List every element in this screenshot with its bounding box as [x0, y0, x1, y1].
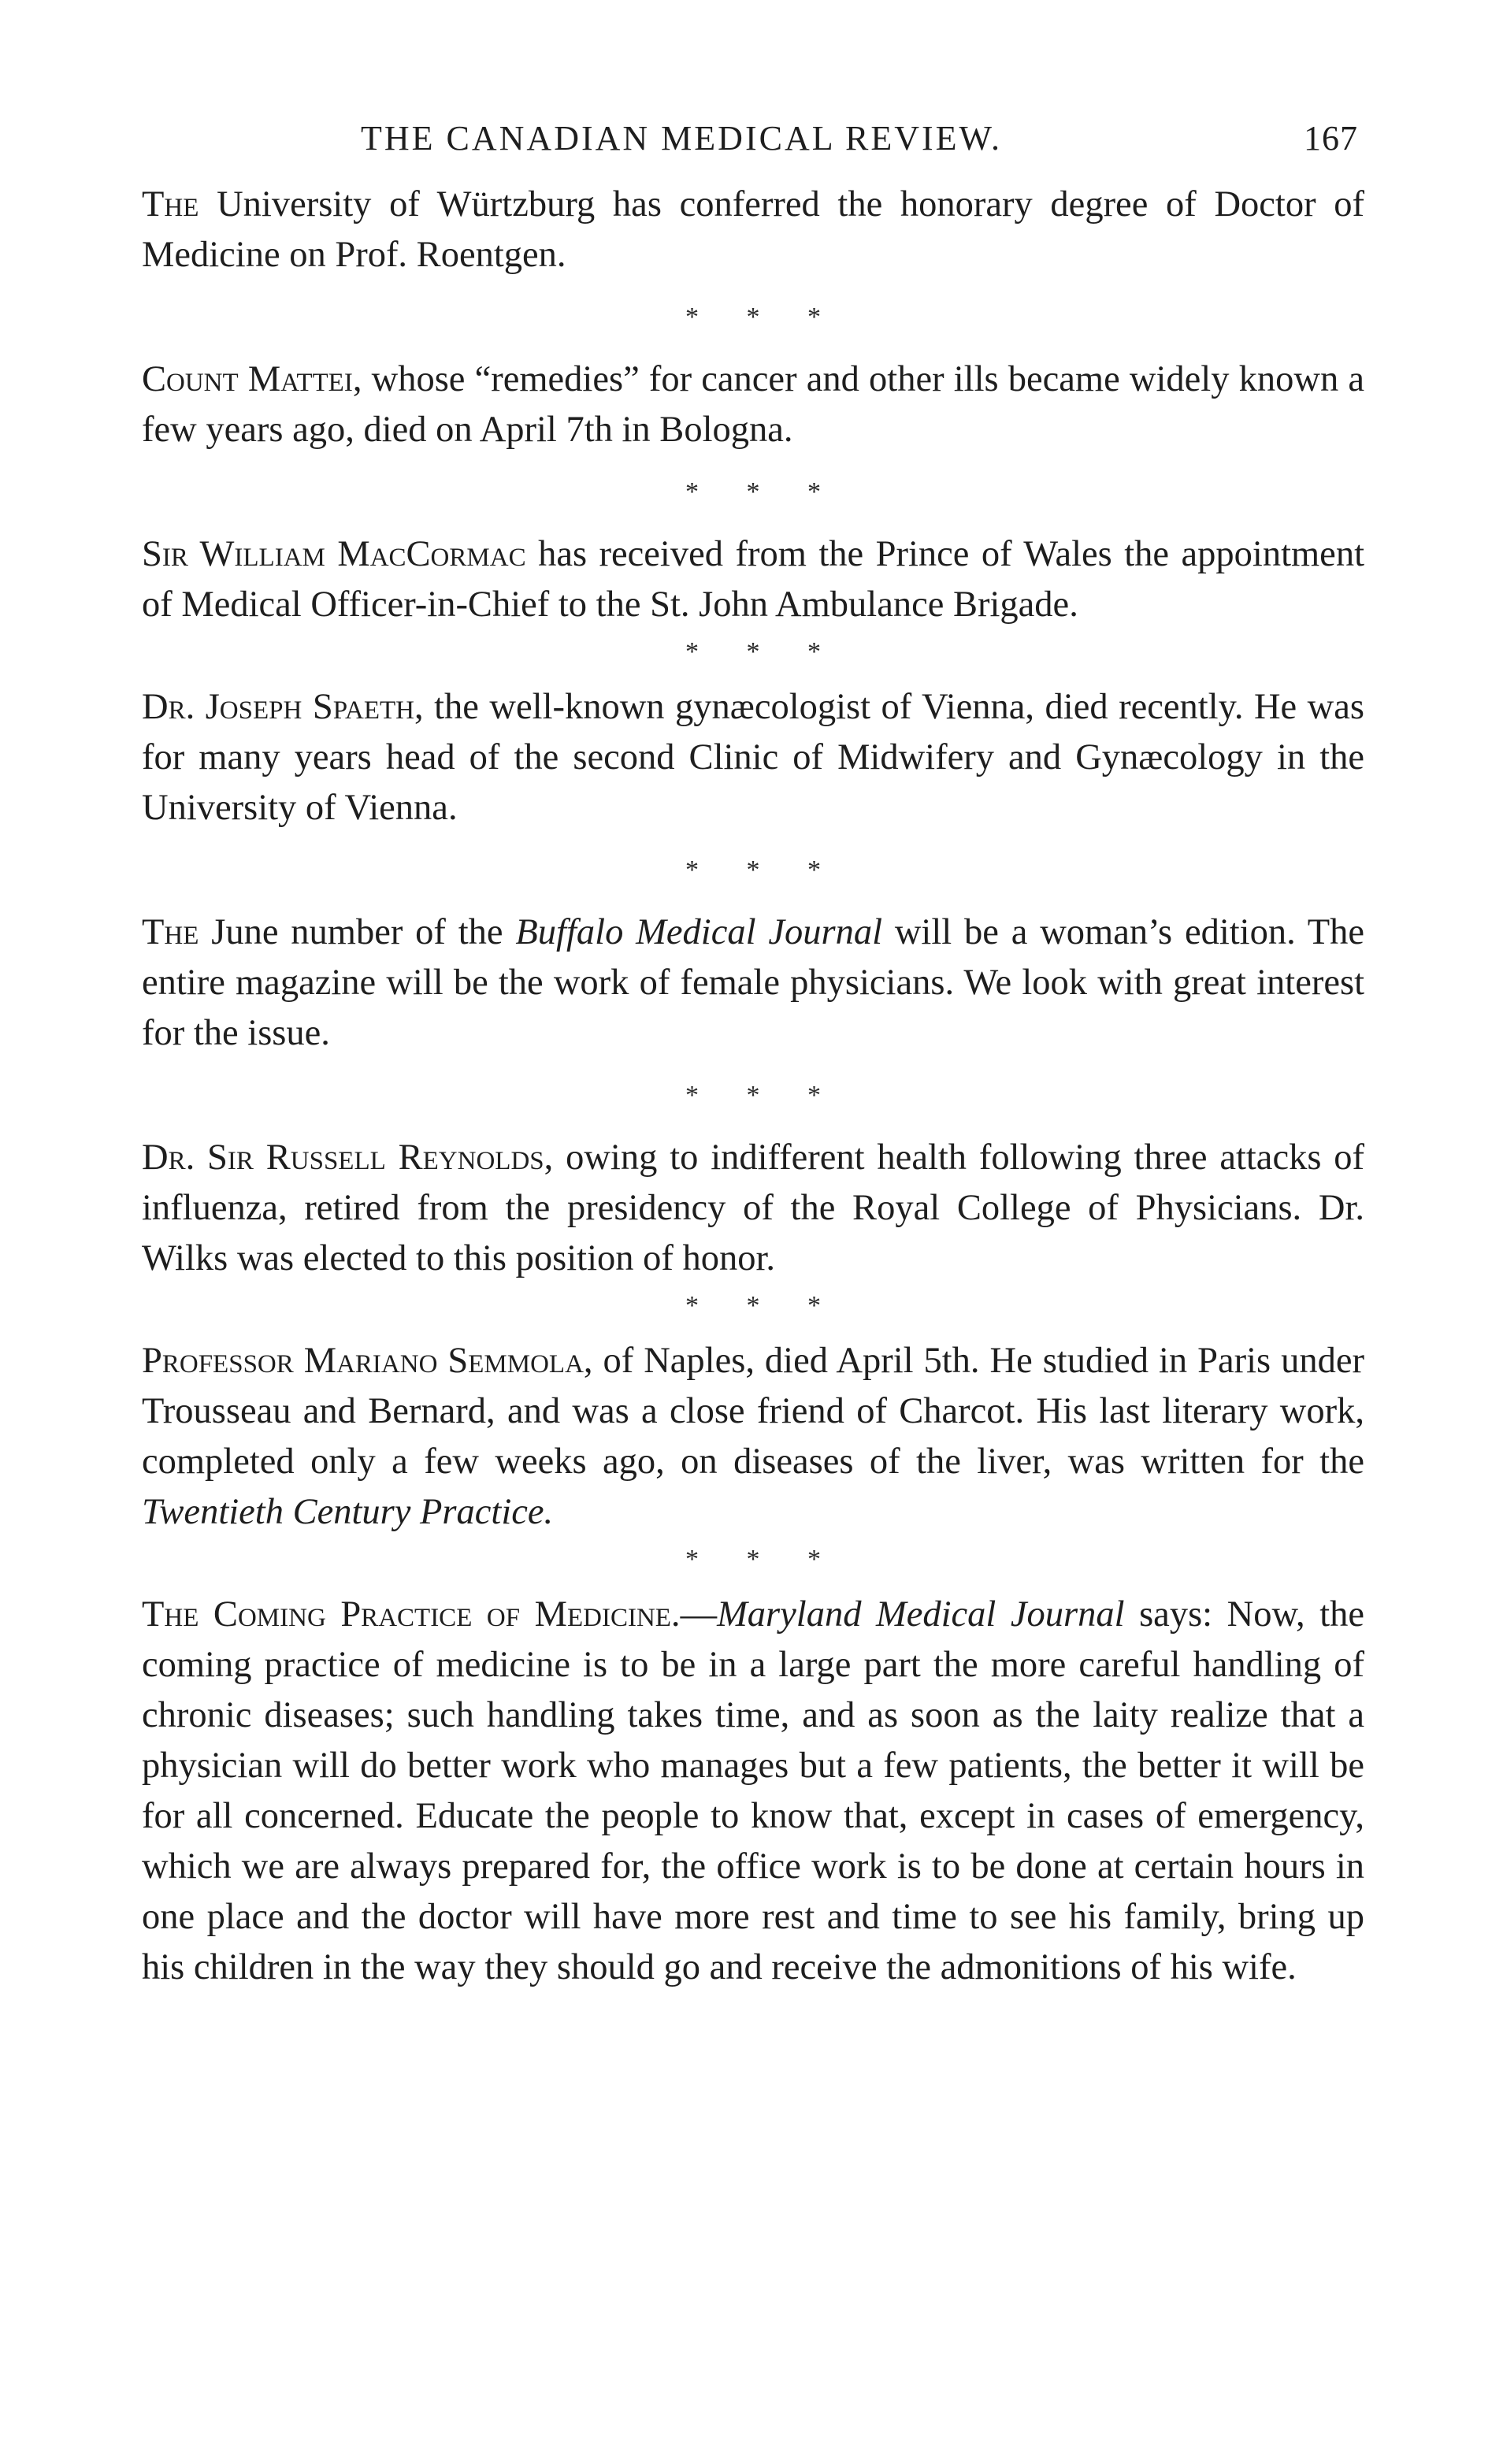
- journal-title: Maryland Medical Journal: [717, 1594, 1125, 1635]
- running-head: [142, 118, 1364, 173]
- item-lead: The: [142, 912, 199, 952]
- item-text: University of Würtzburg has conferred the honorary degree of Doctor of Medicine on Prof. Roentgen.: [142, 184, 1364, 275]
- item-text: the well-known gynæcologist of Vienna, died recently. He was for many years head of the second Clinic of Midwifery and Gynæcology in the University of Vienna.: [142, 687, 1364, 828]
- news-item-spaeth: [142, 682, 1364, 833]
- section-separator: * * *: [685, 477, 841, 507]
- news-item-mattei: [142, 354, 1364, 455]
- item-lead: Count Mattei,: [142, 359, 362, 399]
- section-separator: * * *: [685, 302, 841, 332]
- section-separator: * * *: [685, 855, 841, 885]
- item-lead: Professor Mariano Semmola,: [142, 1341, 593, 1381]
- running-title: THE CANADIAN MEDICAL REVIEW.: [361, 119, 1002, 158]
- news-item-reynolds: [142, 1133, 1364, 1284]
- section-separator: * * *: [685, 637, 841, 666]
- section-separator: * * *: [685, 1081, 841, 1110]
- news-item-wurtzburg: [142, 180, 1364, 280]
- section-separator: * * *: [685, 1291, 841, 1320]
- item-lead: Sir William MacCormac: [142, 534, 526, 574]
- item-text: owing to indifferent health following three attacks of influenza, retired from the presidency of the Royal College of Physicians. Dr. Wilks was elected to this position of honor.: [142, 1137, 1364, 1278]
- item-lead: The: [142, 184, 199, 225]
- book-title: Twentieth Century Practice.: [142, 1492, 554, 1532]
- news-item-buffalo-journal: [142, 907, 1364, 1059]
- journal-title: Buffalo Medical Journal: [515, 912, 882, 952]
- item-text: of Naples, died April 5th. He studied in Paris under Trousseau and Bernard, and was a close friend of Charcot. His last literary work, completed only a few weeks ago, on diseases of the liver, was written for the: [142, 1341, 1364, 1482]
- page: [142, 118, 1364, 1993]
- item-text: —: [680, 1594, 718, 1635]
- news-item-semmola: [142, 1336, 1364, 1538]
- section-separator: * * *: [685, 1545, 841, 1574]
- item-text: says: Now, the coming practice of medicine is to be in a large part the more careful handling of chronic diseases; such handling takes time, and as soon as the laity realize that a physician will do better work who manages but a few patients, the better it will be for all concerned. Educate the people to know that, except in cases of emergency, which we are always prepared for, the office work is to be done at certain hours in one place and the doctor will have more rest and time to see his family, bring up his children in the way they should go and receive the admonitions of his wife.: [142, 1594, 1364, 1987]
- page-number: 167: [1304, 119, 1358, 158]
- item-lead: Dr. Joseph Spaeth,: [142, 687, 424, 727]
- item-text: June number of the: [199, 912, 516, 952]
- item-text: whose “remedies” for cancer and other ills became widely known a few years ago, died on April 7th in Bologna.: [142, 359, 1364, 450]
- item-lead: Dr. Sir Russell Reynolds,: [142, 1137, 554, 1178]
- news-item-maccormac: [142, 529, 1364, 630]
- item-text: will be a woman’s edition. The entire magazine will be the work of female physicians. We look with great interest for the issue.: [142, 912, 1364, 1053]
- item-text: has received from the Prince of Wales the appointment of Medical Officer-in-Chief to the St. John Ambulance Brigade.: [142, 534, 1364, 625]
- item-lead: The Coming Practice of Medicine.: [142, 1594, 681, 1635]
- news-item-coming-practice: [142, 1590, 1364, 1993]
